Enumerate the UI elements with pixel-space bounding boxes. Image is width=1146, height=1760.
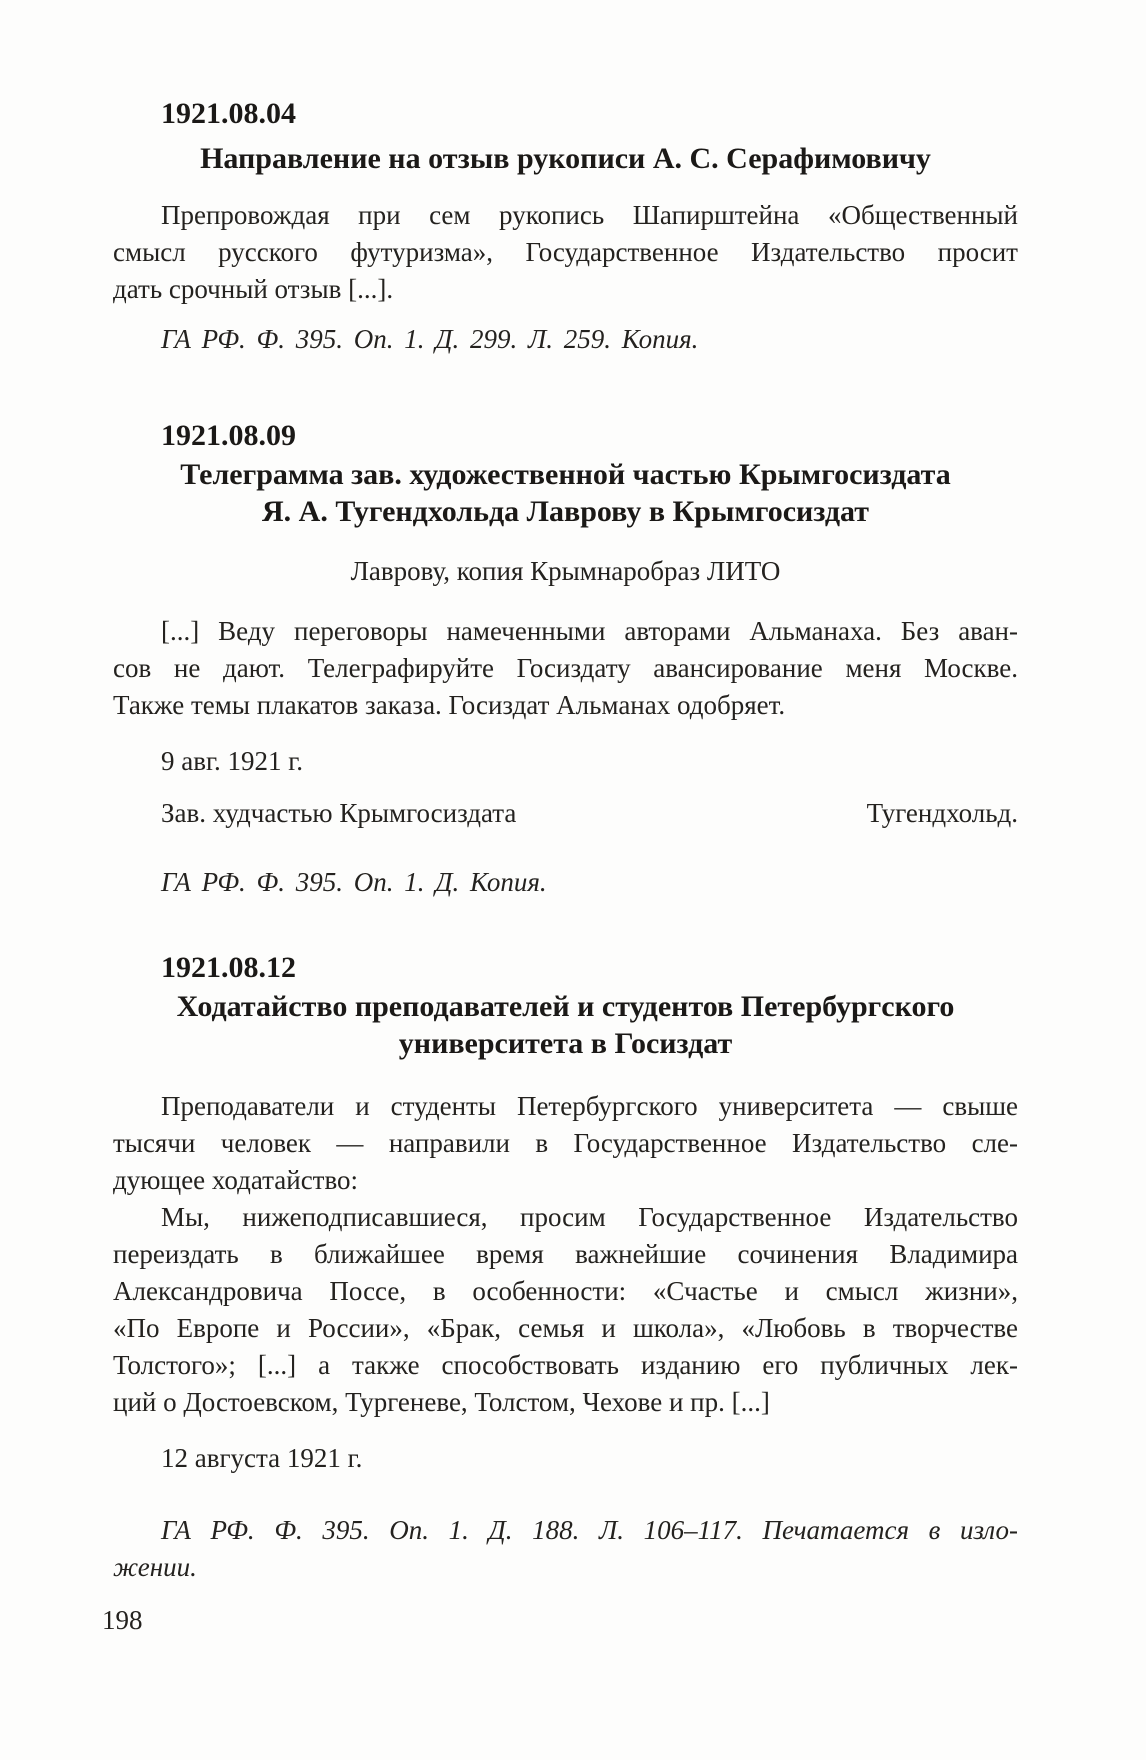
paragraph-line: сов не дают. Телеграфируйте Госиздату авансирование меня Москве.: [113, 653, 1018, 683]
paragraph-line: Александровича Поссе, в особенности: «Счастье и смысл жизни»,: [113, 1276, 1018, 1306]
page-number: 198: [102, 1605, 143, 1635]
entry-title-line: Направление на отзыв рукописи А. С. Серафимовичу: [200, 142, 931, 175]
document-dateline: 9 авг. 1921 г.: [161, 746, 304, 776]
document-entry-2: [113, 417, 1018, 901]
paragraph-line: Преподаватели и студенты Петербургского университета — свыше: [161, 1091, 1018, 1121]
paragraph-line: смысл русского футуризма», Государственное Издательство просит: [113, 237, 1018, 267]
signature-position: Зав. худчастью Крымгосиздата: [161, 798, 517, 828]
paragraph-line: дать срочный отзыв [...].: [113, 274, 394, 304]
paragraph: [113, 1088, 1018, 1199]
addressee-note: Лаврову, копия Крымнаробраз ЛИТО: [350, 556, 781, 586]
archive-citation: [113, 864, 1018, 901]
paragraph-line: дующее ходатайство:: [113, 1165, 359, 1195]
entry-date: 1921.08.12: [161, 951, 296, 984]
entry-date: 1921.08.09: [161, 419, 296, 452]
paragraph: [113, 1199, 1018, 1421]
archive-citation-line: ГА РФ. Ф. 395. Оп. 1. Д. Копия.: [161, 867, 547, 897]
document-dateline: 12 августа 1921 г.: [161, 1443, 363, 1473]
entry-title-line: университета в Госиздат: [398, 1027, 733, 1060]
archive-citation: [113, 1512, 1018, 1586]
paragraph-line: Препровождая при сем рукопись Шапирштейна «Общественный: [161, 200, 1018, 230]
paragraph-line: Толстого»; [...] а также способствовать изданию его публичных лек-: [113, 1350, 1018, 1380]
entry-title: [113, 988, 1018, 1062]
document-entry-3: [113, 949, 1018, 1586]
paragraph-line: Мы, нижеподписавшиеся, просим Государственное Издательство: [161, 1202, 1018, 1232]
signature-row: [113, 795, 1018, 832]
archive-citation-line: ГА РФ. Ф. 395. Оп. 1. Д. 299. Л. 259. Копия.: [161, 324, 699, 354]
document-entry-1: [113, 95, 1018, 358]
paragraph-line: «По Европе и России», «Брак, семья и школа», «Любовь в творчестве: [113, 1313, 1018, 1343]
paragraph-line: ций о Достоевском, Тургеневе, Толстом, Чехове и пр. [...]: [113, 1387, 770, 1417]
paragraph-line: [...] Веду переговоры намеченными авторами Альманаха. Без аван-: [161, 616, 1018, 646]
archive-citation: [113, 321, 1018, 358]
entry-title-line: Телеграмма зав. художественной частью Крымгосиздата: [180, 458, 951, 491]
paragraph-line: переиздать в ближайшее время важнейшие сочинения Владимира: [113, 1239, 1018, 1269]
paragraph-line: тысячи человек — направили в Государственное Издательство сле-: [113, 1128, 1018, 1158]
paragraph: [113, 197, 1018, 308]
entry-title: [113, 140, 1018, 177]
entry-title-line: Ходатайство преподавателей и студентов Петербургского: [176, 990, 955, 1023]
entry-title-line: Я. А. Тугендхольда Лаврову в Крымгосиздат: [262, 495, 869, 528]
archive-citation-line: ГА РФ. Ф. 395. Оп. 1. Д. 188. Л. 106–117. Печатается в изло-: [161, 1515, 1018, 1545]
signature-name: Тугендхольд.: [866, 798, 1018, 828]
entry-title: [113, 456, 1018, 530]
entry-date: 1921.08.04: [161, 97, 296, 130]
paragraph-line: Также темы плакатов заказа. Госиздат Альманах одобряет.: [113, 690, 786, 720]
paragraph: [113, 613, 1018, 724]
archive-citation-line: жении.: [113, 1552, 197, 1582]
